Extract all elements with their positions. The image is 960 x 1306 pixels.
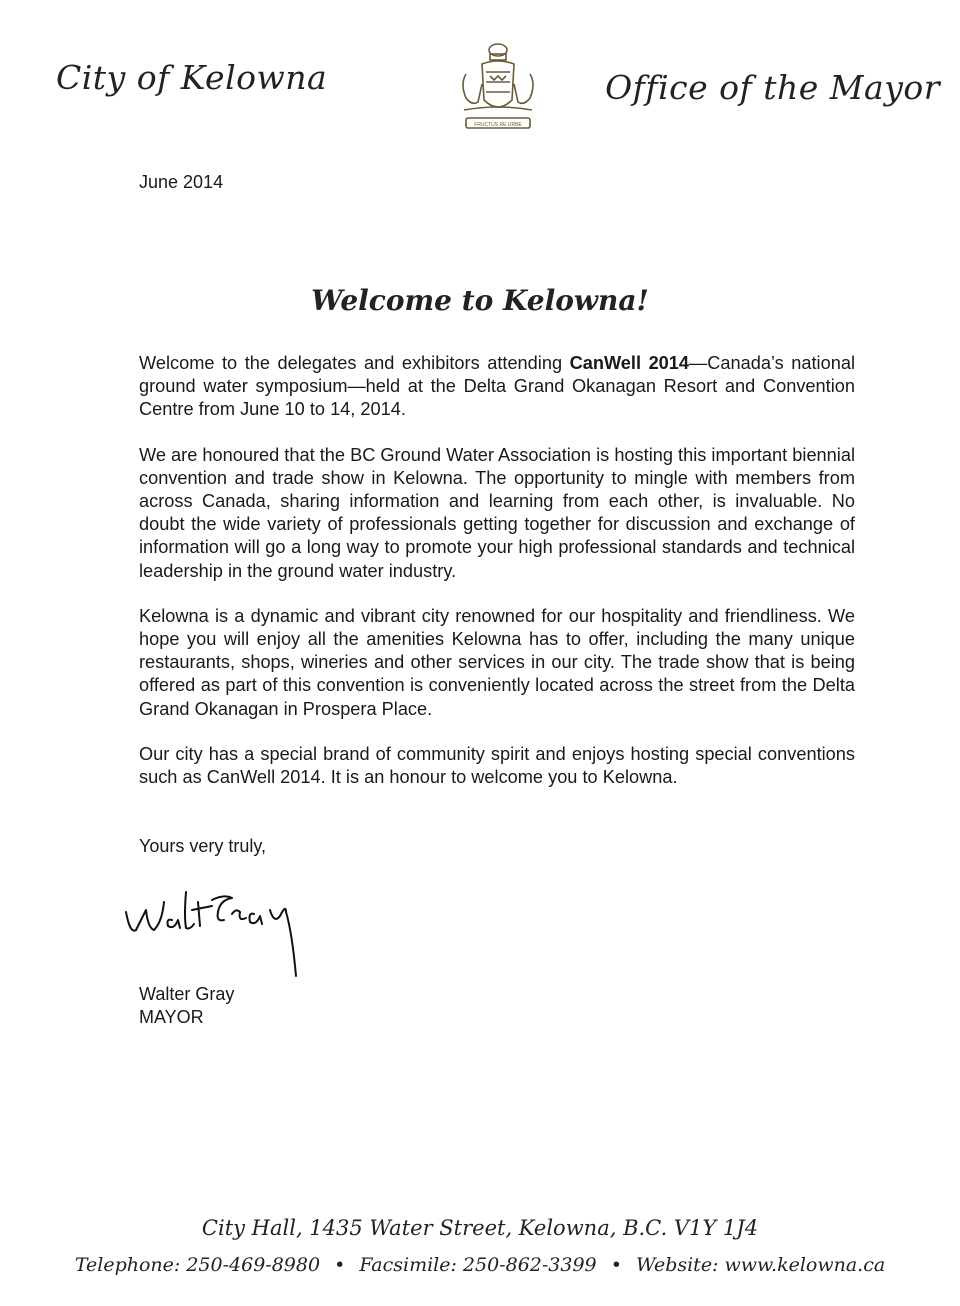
letter-closing: Yours very truly, (139, 836, 267, 856)
event-name: CanWell 2014 (569, 353, 690, 373)
footer-telephone: Telephone: 250-469-8980 (74, 1254, 321, 1276)
footer-separator: • (610, 1254, 622, 1276)
footer-website[interactable]: Website: www.kelowna.ca (635, 1254, 886, 1276)
footer-contact (0, 1254, 960, 1276)
signer-title: MAYOR (139, 1006, 204, 1027)
letterhead-city: City of Kelowna (56, 58, 328, 97)
signer-block (139, 983, 234, 1028)
signer-name: Walter Gray (139, 984, 235, 1004)
svg-text:FRUCTUS RE URBE: FRUCTUS RE URBE (474, 122, 522, 128)
paragraph-2: We are honoured that the BC Ground Water Association is hosting this important biennial convention and trade show in Kelowna. The opportunity to mingle with members from across Canada, sharing information and learning from each other, is invaluable. No doubt the wide variety of professionals getting together for discussion and exchange of information will go a long way to promote your high professional standards and technical leadership in the ground water industry. (139, 444, 855, 581)
letterhead-office: Office of the Mayor (605, 68, 940, 107)
city-crest-icon (452, 40, 544, 134)
paragraph-3: Kelowna is a dynamic and vibrant city renowned for our hospitality and friendliness. We hope you will enjoy all the amenities Kelowna has to offer, including the many unique restaurants, shops, wineries and other services in our city. The trade show that is being offered as part of this convention is conveniently located across the street from the Delta Grand Okanagan in Prospera Place. (139, 605, 855, 719)
footer-separator: • (334, 1254, 346, 1276)
footer-address: City Hall, 1435 Water Street, Kelowna, B.C. V1Y 1J4 (201, 1216, 759, 1240)
letter-heading: Welcome to Kelowna! (311, 284, 649, 317)
letter-date: June 2014 (139, 172, 224, 192)
footer-facsimile: Facsimile: 250-862-3399 (359, 1254, 597, 1276)
signature-icon (120, 872, 320, 982)
paragraph-4: Our city has a special brand of community spirit and enjoys hosting special conventions such as CanWell 2014. It is an honour to welcome you to Kelowna. (139, 743, 855, 788)
paragraph-1: Welcome to the delegates and exhibitors attending CanWell 2014—Canada’s national ground water symposium—held at the Delta Grand Okanagan Resort and Convention Centre from June 10 to 14, 2014. (139, 353, 855, 420)
letter-body (139, 352, 855, 811)
